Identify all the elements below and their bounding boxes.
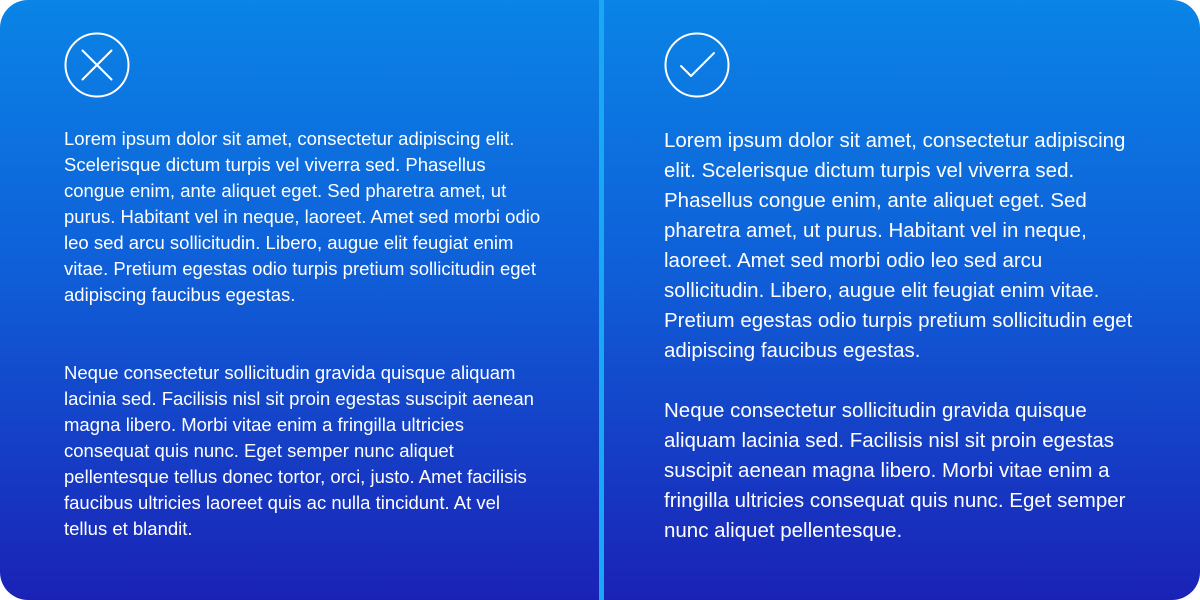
x-circle-icon — [64, 32, 130, 98]
good-example-paragraph-2: Neque consectetur sollicitudin gravida quisque aliquam lacinia sed. Facilisis nisl sit proin egestas suscipit aenean magna libero. Morbi vitae enim a fringilla ultricies consequat quis nunc. Eget semper nunc aliquet pellentesque. — [664, 399, 1126, 542]
good-example-paragraph-1: Lorem ipsum dolor sit amet, consectetur adipiscing elit. Scelerisque dictum turpis vel viverra sed. Phasellus congue enim, ante aliquet eget. Sed pharetra amet, ut purus. Habitant vel in neque, laoreet. Amet sed morbi odio leo sed arcu sollicitudin. Libero, augue elit feugiat enim vitae. Pretium egestas odio turpis pretium sollicitudin eget adipiscing faucibus egestas. — [664, 129, 1133, 362]
good-example-panel — [604, 0, 1200, 600]
bad-example-panel — [0, 0, 599, 600]
check-circle-icon — [664, 32, 730, 98]
bad-example-paragraph-1: Lorem ipsum dolor sit amet, consectetur adipiscing elit. Scelerisque dictum turpis vel viverra sed. Phasellus congue enim, ante aliquet eget. Sed pharetra amet, ut purus. Habitant vel in neque, laoreet. Amet sed morbi odio leo sed arcu sollicitudin. Libero, augue elit feugiat enim vitae. Pretium egestas odio turpis pretium sollicitudin eget adipiscing faucibus egestas. — [64, 128, 541, 305]
bad-example-paragraph-2: Neque consectetur sollicitudin gravida quisque aliquam lacinia sed. Facilisis nisl sit proin egestas suscipit aenean magna libero. Morbi vitae enim a fringilla ultricies consequat quis nunc. Eget semper nunc aliquet pellentesque tellus donec tortor, orci, justo. Amet facilisis faucibus ultricies laoreet quis ac nulla tincidunt. At vel tellus et blandit. — [64, 362, 534, 539]
